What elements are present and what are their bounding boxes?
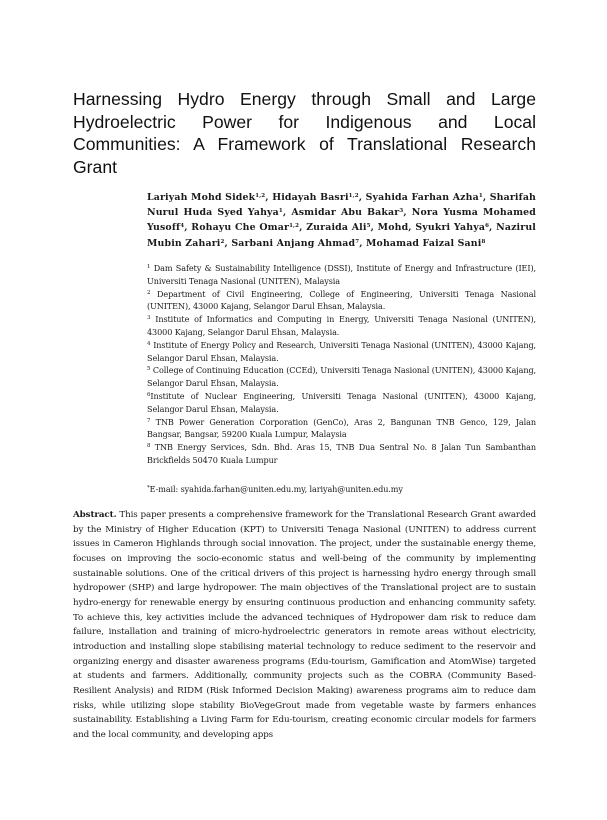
author-name: Sarbani Anjang Ahmad	[231, 237, 356, 249]
author-name: Sharifah Nurul Huda Syed Yahya	[147, 192, 537, 219]
author-affiliation-ref: 5	[366, 223, 371, 230]
author-name: Zuraida Ali	[306, 222, 367, 234]
email-text: E-mail: syahida.farhan@uniten.edu.my, lariyah@uniten.edu.my	[149, 484, 403, 494]
affiliation-number: 7	[147, 417, 151, 424]
affiliation-item	[147, 364, 536, 390]
author-list	[147, 190, 536, 251]
author-affiliation-ref: 3	[399, 208, 404, 215]
affiliation-number: 2	[147, 289, 151, 296]
author-name: Asmidar Abu Bakar	[291, 207, 400, 219]
affiliation-text: Institute of Energy Policy and Research, Universiti Tenaga Nasional (UNITEN), 43000 Kajang, Selangor Darul Ehsan, Malaysia.	[147, 339, 536, 363]
author-affiliation-ref: 2	[220, 238, 225, 245]
affiliation-item	[147, 288, 536, 314]
author-separator: ,	[282, 207, 292, 219]
affiliation-text: Institute of Nuclear Engineering, Universiti Tenaga Nasional (UNITEN), 43000 Kajang, Selangor Darul Ehsan, Malaysia.	[147, 390, 536, 414]
author-name: Hidayah Basri	[272, 192, 349, 203]
affiliation-text: Department of Civil Engineering, College of Engineering, Universiti Tenaga Nasional (UNITEN), 43000 Kajang, Selangor Darul Ehsan, Malaysia.	[147, 288, 536, 312]
author-separator: ,	[370, 222, 378, 234]
email-marker: *	[147, 485, 150, 491]
author-affiliation-ref: 1	[278, 208, 283, 215]
abstract-text: This paper presents a comprehensive framework for the Translational Research Grant awarded by the Ministry of Higher Education (KPT) to Universiti Tenaga Nasional (UNITEN) to address current issues in Cameron Highlands through social innovation. The project, under the sustainable energy theme, focuses on improving the socio-economic status and well-being of the community by implementing sustainable solutions. One of the critical drivers of this project is harnessing hydro energy through small hydropower (SHP) and large hydropower. The main objectives of the Translational project are to sustain hydro-energy for renewable energy by ensuring continuous production and enhancing community safety. To achieve this, key activities include the advanced techniques of Hydropower dam risk to reduce dam failure, installation and training of micro-hydroelectric generators in remote areas without electricity, introduction and installing slope stabilising material technology to reduce sediment to the reservoir and organizing energy and disaster awareness programs (Edu-tourism, Gamification and AtomWise) targeted at students and farmers. Additionally, community projects such as the COBRA (Community Based-Resilient Analysis) and RIDM (Risk Informed Decision Making) awareness programs aim to reduce dam risks, while utilizing slope stability BioVegeGrout made from vegetable waste by farmers enhances sustainability. Establishing a Living Farm for Edu-tourism, creating economic circular models for farmers and the local community, and developing apps	[73, 510, 536, 740]
author-separator: ,	[403, 207, 412, 219]
affiliation-item	[147, 416, 536, 442]
affiliation-number: 5	[147, 366, 151, 373]
affiliation-item	[147, 262, 536, 288]
affiliation-number: 1	[147, 264, 151, 270]
affiliation-text: College of Continuing Education (CCEd), Universiti Tenaga Nasional (UNITEN), 43000 Kajang, Selangor Darul Ehsan, Malaysia.	[147, 365, 536, 389]
author-affiliation-ref: 4	[180, 223, 185, 230]
affiliation-item	[147, 441, 536, 467]
author-affiliation-ref: 6	[485, 223, 490, 230]
affiliation-text: Dam Safety & Sustainability Intelligence (DSSI), Institute of Energy and Infrastructure (IEI), Universiti Tenaga Nasional (UNITEN), Malaysia	[147, 263, 536, 286]
author-name: Mohamad Faizal Sani	[366, 237, 482, 249]
affiliation-item	[147, 390, 536, 416]
affiliation-number: 8	[147, 443, 151, 450]
affiliation-item	[147, 339, 536, 365]
author-name: Rohayu Che Omar	[191, 222, 290, 234]
author-name: Nora Yusma Mohamed Yusoff	[147, 207, 537, 234]
author-separator: ,	[265, 192, 273, 203]
affiliation-item	[147, 313, 536, 339]
author-name: Mohd, Syukri Yahya	[377, 222, 486, 234]
affiliation-text: TNB Power Generation Corporation (GenCo), Aras 2, Bangunan TNB Genco, 129, Jalan Bangsar, Bangsar, 59200 Kuala Lumpur, Malaysia	[147, 416, 536, 440]
affiliation-number: 6	[147, 391, 151, 398]
abstract	[73, 508, 536, 743]
author-affiliation-ref: 1,2	[348, 193, 359, 199]
author-affiliation-ref: 1,2	[255, 193, 266, 199]
author-separator: ,	[489, 222, 497, 234]
author-separator: ,	[299, 222, 307, 234]
corresponding-email	[147, 483, 536, 495]
affiliation-text: Institute of Informatics and Computing in Energy, Universiti Tenaga Nasional (UNITEN), 43000 Kajang, Selangor Darul Ehsan, Malaysia.	[147, 314, 536, 337]
author-affiliation-ref: 1	[478, 193, 483, 199]
abstract-label: Abstract.	[73, 510, 117, 520]
author-separator: ,	[359, 237, 367, 249]
author-separator: ,	[482, 192, 490, 203]
author-affiliation-ref: 7	[355, 238, 360, 245]
author-name: Syahida Farhan Azha	[365, 192, 479, 203]
author-separator: ,	[358, 192, 366, 203]
author-affiliation-ref: 8	[481, 238, 486, 245]
affiliation-list	[147, 262, 536, 467]
paper-title: Harnessing Hydro Energy through Small and Large Hydroelectric Power for Indigenous and Local Communities: A Framework of Translational Research Grant	[73, 89, 536, 177]
affiliation-number: 3	[147, 315, 151, 322]
author-affiliation-ref: 1,2	[289, 223, 300, 230]
affiliation-number: 4	[147, 340, 151, 347]
author-separator: ,	[224, 237, 232, 249]
author-separator: ,	[184, 222, 192, 234]
affiliation-text: TNB Energy Services, Sdn. Bhd. Aras 15, TNB Dua Sentral No. 8 Jalan Tun Sambanthan Brickfields 50470 Kuala Lumpur	[147, 442, 536, 465]
author-name: Lariyah Mohd Sidek	[147, 192, 256, 203]
author-name: Nazirul Mubin Zahari	[147, 222, 537, 249]
